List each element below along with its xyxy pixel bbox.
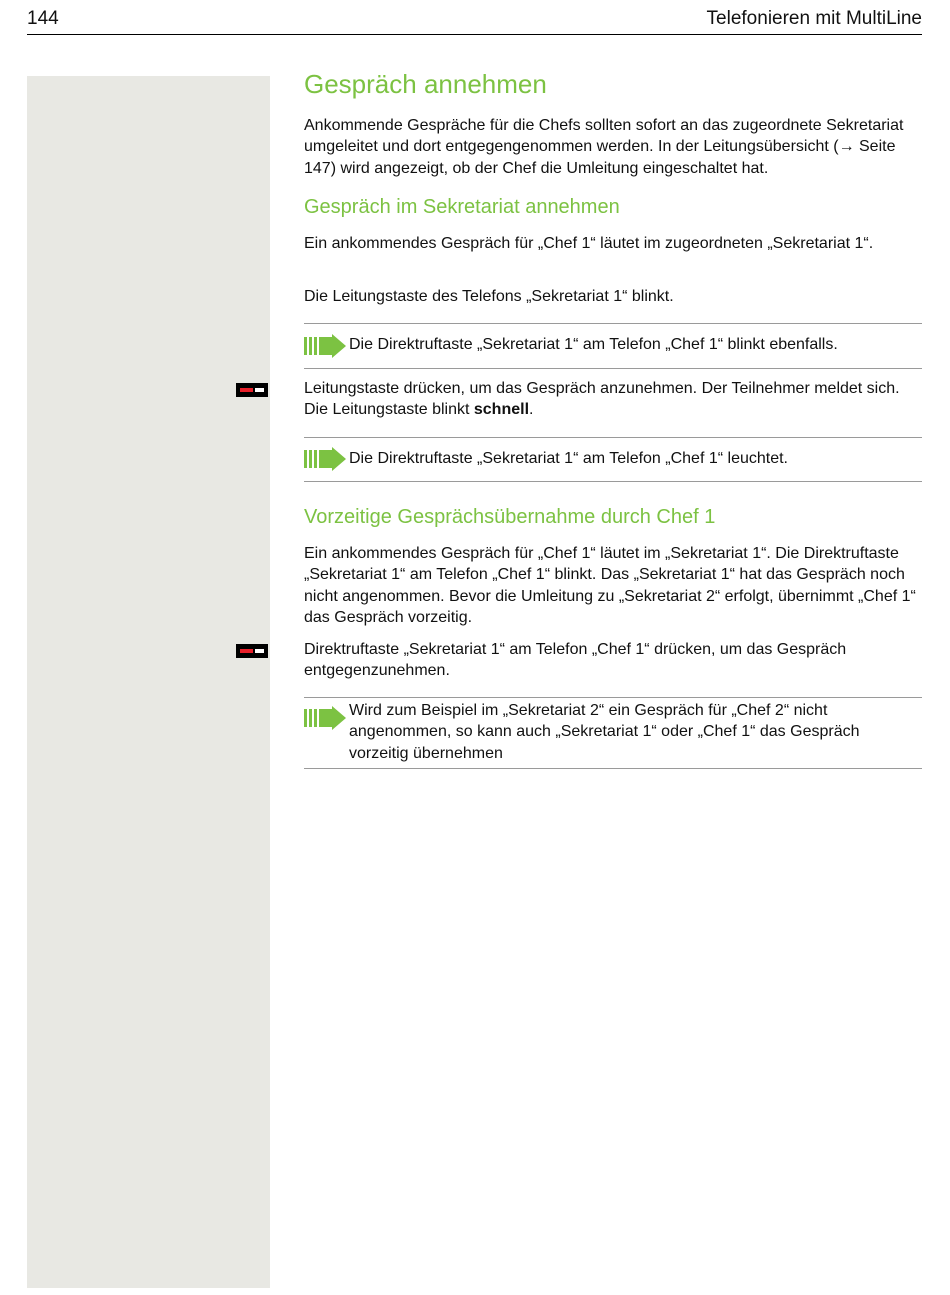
page-header <box>27 8 922 35</box>
step-emphasis: schnell <box>473 401 530 419</box>
note-text: Die Direktruftaste „Sekretariat 1“ am Telefon „Chef 1“ blinkt ebenfalls. <box>349 336 838 353</box>
line-key-icon <box>236 644 268 658</box>
step-text: Leitungstaste drücken, um das Gespräch anzunehmen. Der Teilnehmer meldet sich. Die Leitungstaste blinkt <box>304 380 900 419</box>
note-arrow-icon <box>304 447 346 471</box>
intro-paragraph: Ankommende Gespräche für die Chefs sollten sofort an das zugeordnete Sekretariat umgeleitet und dort entgegengenommen werden. In der Leitungsübersicht (→ Seite 147) wird angezeigt, ob der Chef die Umleitung eingeschaltet hat. <box>304 117 904 177</box>
sub1-step-paragraph <box>304 378 922 421</box>
note-text: Die Direktruftaste „Sekretariat 1“ am Telefon „Chef 1“ leuchtet. <box>349 450 788 467</box>
running-title: Telefonieren mit MultiLine <box>706 8 922 29</box>
page-number: 144 <box>27 8 59 29</box>
sub2-step-paragraph: Direktruftaste „Sekretariat 1“ am Telefon „Chef 1“ drücken, um das Gespräch entgegenzunehmen. <box>304 641 847 680</box>
sidebar-column <box>27 76 270 1288</box>
sub1-paragraph-1: Ein ankommendes Gespräch für „Chef 1“ läutet im zugeordneten „Sekretariat 1“. <box>304 235 874 252</box>
note-box <box>304 437 922 482</box>
subsection-title-vorzeitig: Vorzeitige Gesprächsübernahme durch Chef 1 <box>304 506 716 528</box>
note-arrow-icon <box>304 334 346 358</box>
step-text-end: . <box>529 401 534 419</box>
note-text: Wird zum Beispiel im „Sekretariat 2“ ein Gespräch für „Chef 2“ nicht angenommen, so kann auch „Sekretariat 1“ oder „Chef 1“ das Gespräch vorzeitig übernehmen <box>349 702 860 762</box>
line-key-icon <box>236 383 268 397</box>
note-box <box>304 323 922 369</box>
note-box <box>304 697 922 769</box>
note-arrow-icon <box>304 706 346 730</box>
section-title: Gespräch annehmen <box>304 69 547 99</box>
subsection-title-sekretariat: Gespräch im Sekretariat annehmen <box>304 196 620 218</box>
sub2-paragraph-1: Ein ankommendes Gespräch für „Chef 1“ läutet im „Sekretariat 1“. Die Direktruftaste „Sekretariat 1“ am Telefon „Chef 1“ blinkt. Das „Sekretariat 1“ hat das Gespräch noch nicht angenommen. Bevor die Umleitung zu „Sekretariat 2“ erfolgt, übernimmt „Chef 1“ das Gespräch vorzeitig. <box>304 545 916 626</box>
sub1-paragraph-2: Die Leitungstaste des Telefons „Sekretariat 1“ blinkt. <box>304 288 674 305</box>
